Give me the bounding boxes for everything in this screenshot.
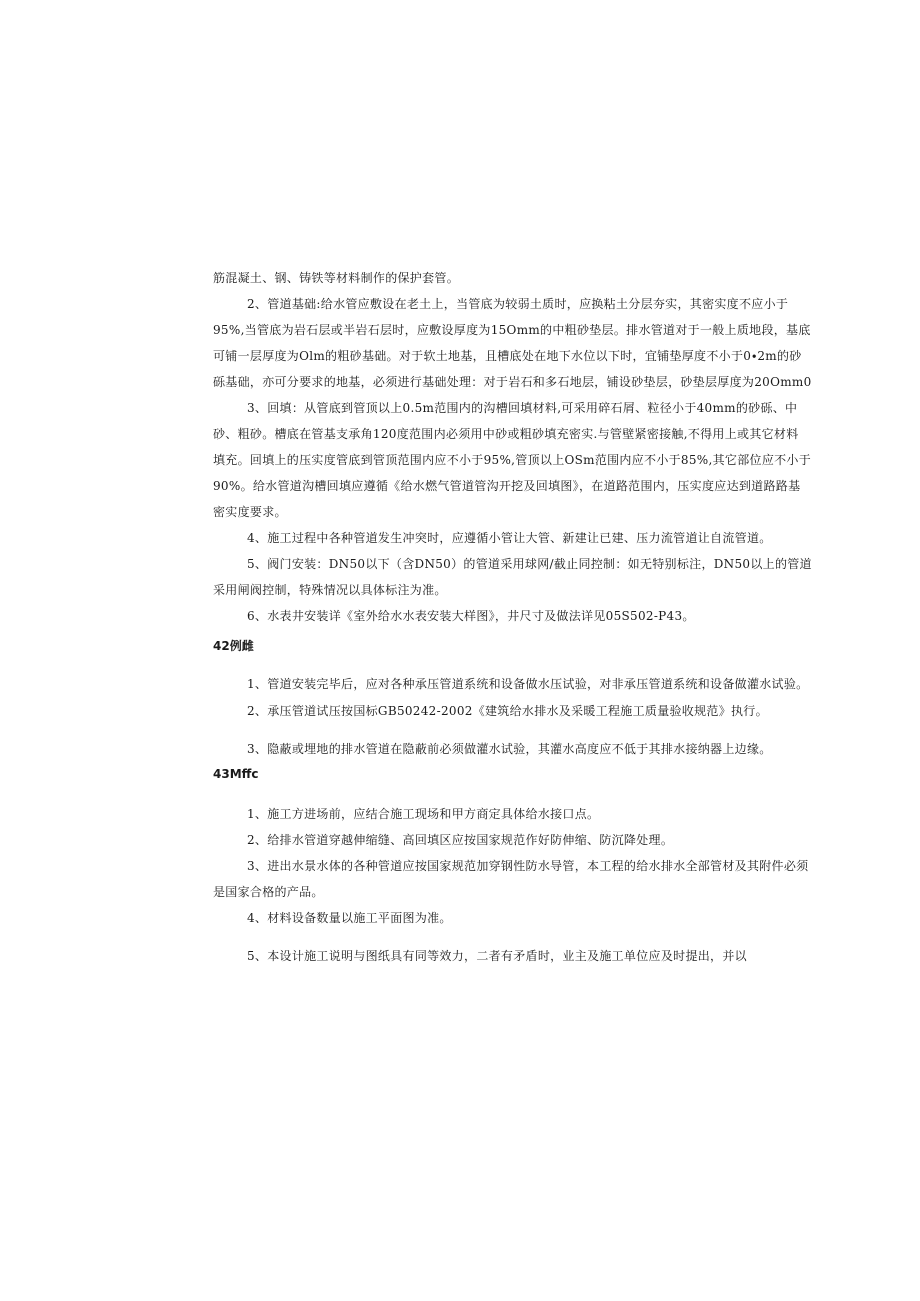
text-line: 筋混凝土、钢、铸铁等材料制作的保护套管。 bbox=[213, 271, 460, 285]
text-line: 4、施工过程中各种管道发生冲突时，应遵循小管让大管、新建让已建、压力流管道让自流管道。 bbox=[247, 531, 772, 545]
text-line: 5、阀门安装：DN50以下（含DN50）的管道采用球网/截止同控制：如无特别标注，DN50以上的管道 bbox=[247, 557, 812, 571]
text-line: 密实度要求。 bbox=[213, 505, 287, 519]
section-heading: 43Mffc bbox=[213, 767, 259, 781]
text-line: 95%,当管底为岩石层或半岩石层时，应敷设厚度为15Omm的中粗砂垫层。排水管道对于一般上质地段，基底 bbox=[213, 323, 811, 337]
text-line: 2、承压管道试压按国标GB50242-2002《建筑给水排水及采暖工程施工质量验收规范》执行。 bbox=[247, 704, 768, 718]
text-line: 90%。给水管道沟槽回填应遵循《给水燃气管道管沟开挖及回填图》，在道路范围内，压实度应达到道路路基 bbox=[213, 479, 801, 493]
text-line: 3、进出水景水体的各种管道应按国家规范加穿钢性防水导管，本工程的给水排水全部管材及其附件必须 bbox=[247, 859, 809, 873]
text-line: 3、隐蔽或埋地的排水管道在隐蔽前必须做灌水试验，其灌水高度应不低于其排水接纳器上边缘。 bbox=[247, 742, 772, 756]
text-line: 1、施工方进场前，应结合施工现场和甲方商定具体给水接口点。 bbox=[247, 807, 600, 821]
text-line: 6、水表井安装详《室外给水水表安装大样图》，井尺寸及做法详见05S502-P43。 bbox=[247, 609, 695, 623]
text-line: 2、管道基础:给水管应敷设在老土上，当管底为较弱土质时，应换粘土分层夯实，其密实度不应小于 bbox=[247, 297, 789, 311]
text-line: 1、管道安装完毕后，应对各种承压管道系统和设备做水压试验，对非承压管道系统和设备做灌水试验。 bbox=[247, 677, 809, 691]
text-line: 砾基础，亦可分要求的地基，必须进行基础处理：对于岩石和多石地层，铺设砂垫层，砂垫层厚度为20Omm0 bbox=[213, 375, 812, 389]
text-line: 采用闸阀控制，特殊情况以具体标注为准。 bbox=[213, 583, 447, 597]
text-line: 4、材料设备数量以施工平面图为准。 bbox=[247, 911, 452, 925]
text-line: 2、给排水管道穿越伸缩缝、高回填区应按国家规范作好防伸缩、防沉降处理。 bbox=[247, 833, 674, 847]
text-line: 砂、粗砂。槽底在管基支承角120度范围内必须用中砂或粗砂填充密实.与管壁紧密接触,不得用上或其它材料 bbox=[213, 427, 799, 441]
text-line: 可铺一层厚度为Olm的粗砂基础。对于软土地基，且槽底处在地下水位以下时，宜铺垫厚度不小于0∙2m的砂 bbox=[213, 349, 802, 363]
text-line: 3、回填：从管底到管顶以上0.5m范围内的沟槽回填材料,可采用碎石屑、粒径小于40mm的砂砾、中 bbox=[247, 401, 798, 415]
text-line: 是国家合格的产品。 bbox=[213, 885, 324, 899]
section-heading: 42例雌 bbox=[213, 639, 254, 653]
text-line: 5、本设计施工说明与图纸具有同等效力，二者有矛盾时，业主及施工单位应及时提出，并以 bbox=[247, 949, 747, 963]
text-line: 填充。回填上的压实度管底到管顶范围内应不小于95%,管顶以上OSm范围内应不小于85%,其它部位应不小于 bbox=[213, 453, 812, 467]
